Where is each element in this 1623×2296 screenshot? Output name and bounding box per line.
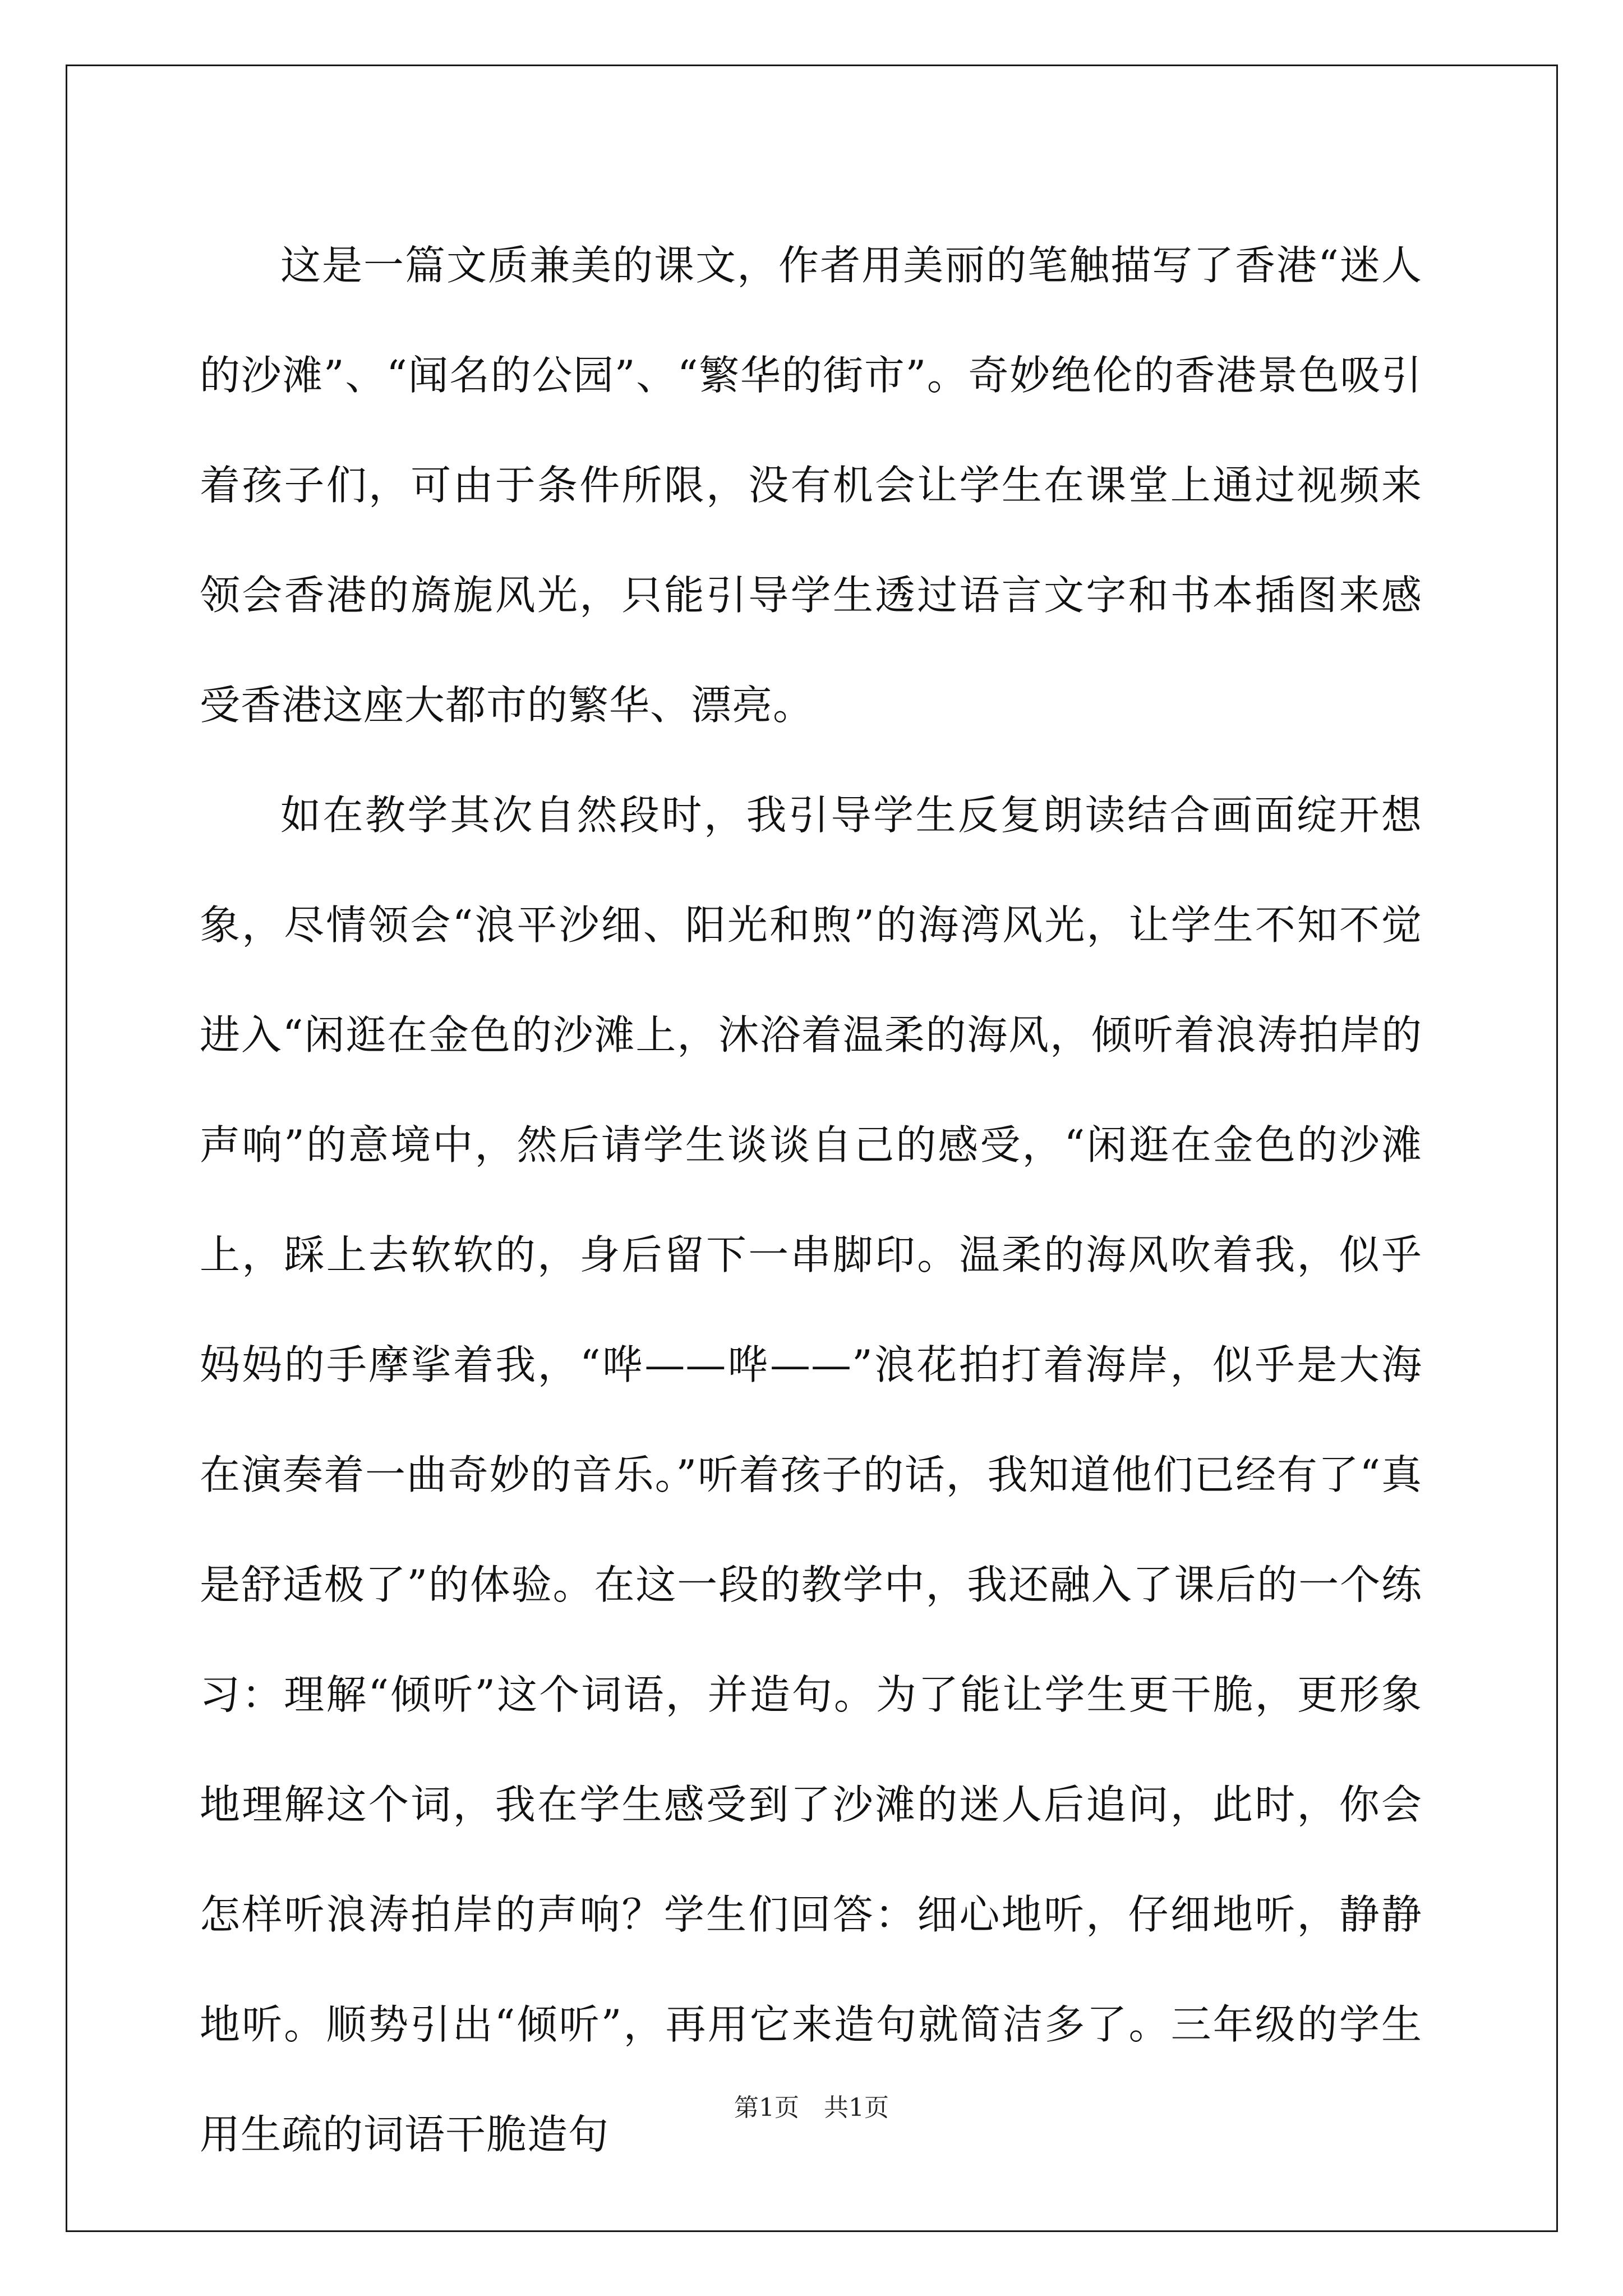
page-total: 共1页 (824, 2093, 889, 2122)
paragraph-1: 这是一篇文质兼美的课文，作者用美丽的笔触描写了香港“迷人的沙滩”、“闻名的公园”、“繁华的街市”。奇妙绝伦的香港景色吸引着孩子们，可由于条件所限，没有机会让学生在课堂上通过视频来领会香港的旖旎风光，只能引导学生透过语言文字和书本插图来感受香港这座大都市的繁华、漂亮。 (200, 242, 1422, 729)
document-body (200, 210, 1422, 2189)
page-number: 第1页 (734, 2093, 799, 2122)
paragraph-2: 如在教学其次自然段时，我引导学生反复朗读结合画面绽开想象，尽情领会“浪平沙细、阳光和煦”的海湾风光，让学生不知不觉进入“闲逛在金色的沙滩上，沐浴着温柔的海风，倾听着浪涛拍岸的声响”的意境中，然后请学生谈谈自己的感受，“闲逛在金色的沙滩上，踩上去软软的，身后留下一串脚印。温柔的海风吹着我，似乎妈妈的手摩挲着我，“哗——哗——”浪花拍打着海岸，似乎是大海在演奏着一曲奇妙的音乐。”听着孩子的话，我知道他们已经有了“真是舒适极了”的体验。在这一段的教学中，我还融入了课后的一个练习：理解“倾听”这个词语，并造句。为了能让学生更干脆，更形象地理解这个词，我在学生感受到了沙滩的迷人后追问，此时，你会怎样听浪涛拍岸的声响？学生们回答：细心地听，仔细地听，静静地听。顺势引出“倾听”，再用它来造句就简洁多了。三年级的学生用生疏的词语干脆造句 (200, 792, 1422, 2158)
page-footer (0, 2091, 1623, 2125)
